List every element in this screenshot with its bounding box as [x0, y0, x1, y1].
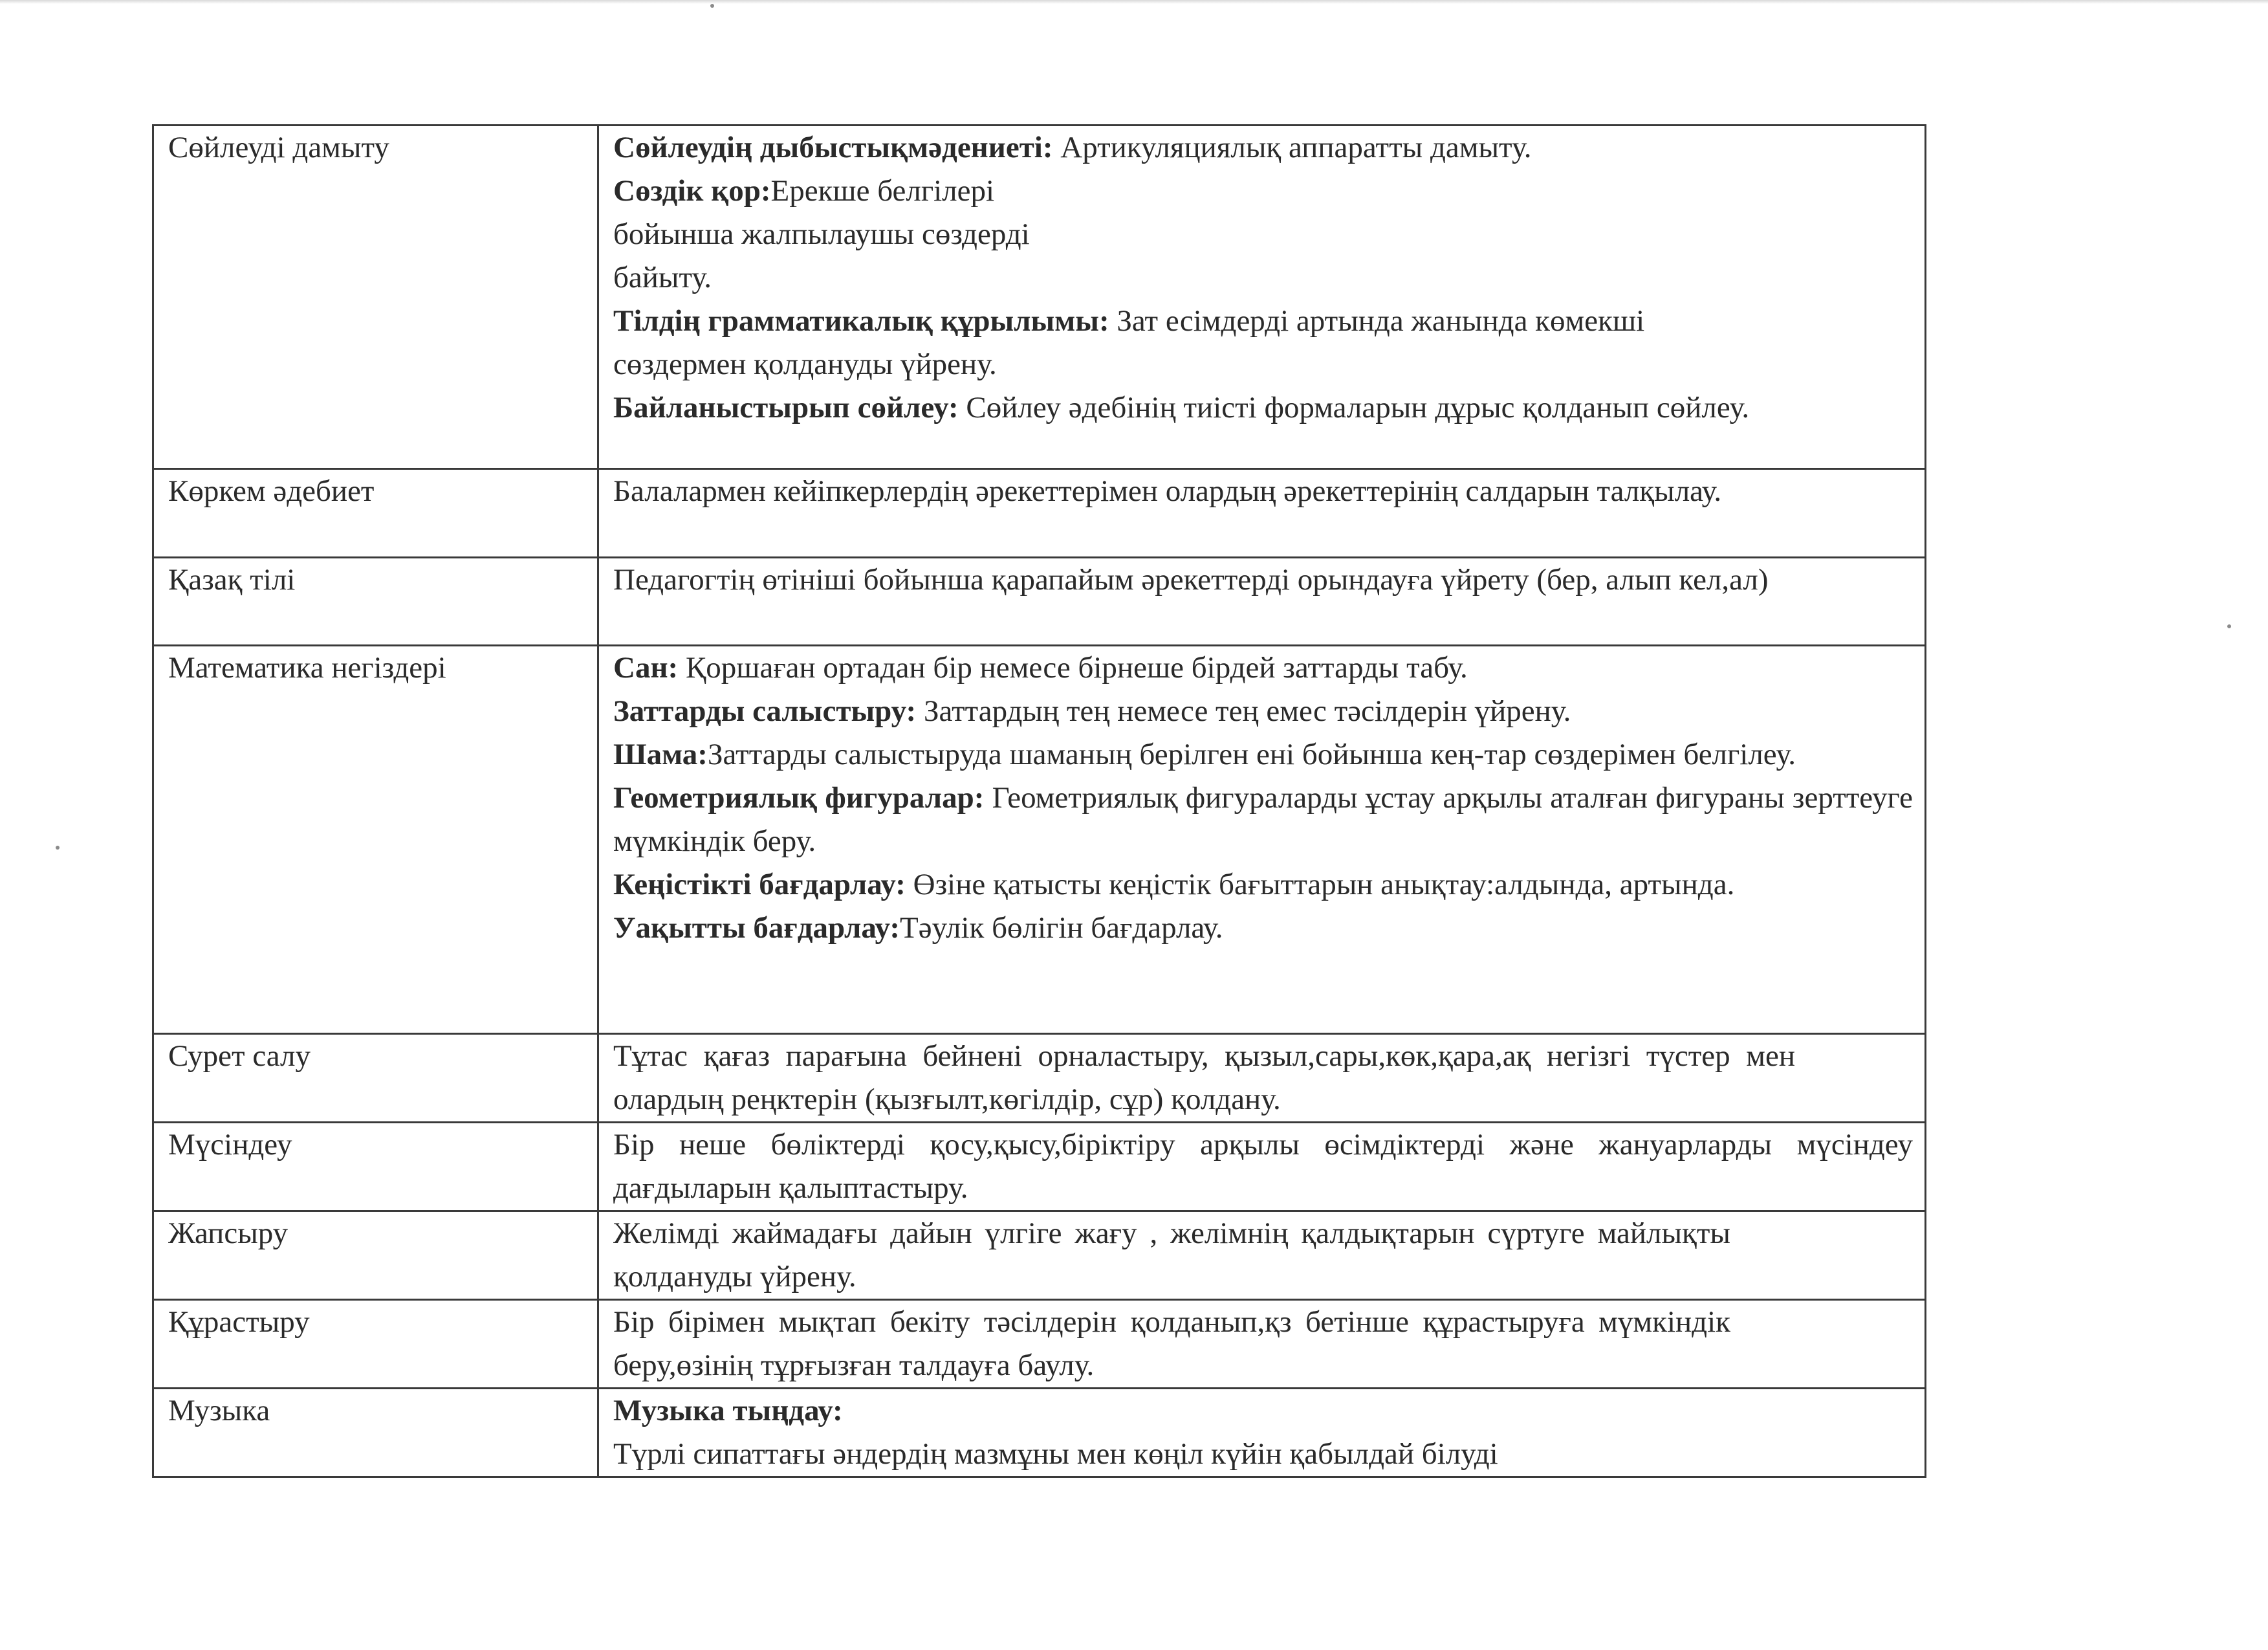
table-row: [153, 126, 1926, 469]
item-text: Өзіне қатысты кеңістік бағыттарын анықтау:алдында, артында.: [905, 868, 1735, 901]
item-text: Тәулік бөлігін бағдарлау.: [900, 911, 1223, 945]
subject-cell: Сурет салу: [153, 1034, 598, 1123]
scan-speck: [56, 846, 60, 850]
table-row: [153, 646, 1926, 1034]
item-label: Сөйлеудің дыбыстықмәдениеті:: [613, 131, 1053, 164]
scan-speck: [710, 4, 714, 8]
subject-cell: Көркем әдебиет: [153, 469, 598, 558]
content-cell: [598, 1389, 1926, 1477]
item-label: Уақытты бағдарлау:: [613, 911, 900, 945]
table-row: [153, 1034, 1926, 1123]
subject-cell: Математика негіздері: [153, 646, 598, 1034]
content-cell: Балалармен кейіпкерлердің әрекеттерімен олардың әрекеттерінің салдарын талқылау.: [598, 469, 1926, 558]
table-row: [153, 1211, 1926, 1300]
content-cell: [598, 646, 1926, 1034]
item-label: Сөздік қор:: [613, 174, 771, 208]
item-label: Заттарды салыстыру:: [613, 694, 917, 728]
content-cell: [598, 126, 1926, 469]
content-cell: Тұтас қағаз парағына бейнені орналастыру, қызыл,сары,көк,қара,ақ негізгі түстер мен олардың реңктерін (қызғылт,көгілдір, сұр) қолдану.: [598, 1034, 1926, 1123]
curriculum-table: [152, 124, 1926, 1478]
content-line: [613, 170, 1913, 213]
content-line: Түрлі сипаттағы әндердің мазмұны мен көңіл күйін қабылдай білуді: [613, 1437, 1498, 1471]
item-text: Артикуляциялық аппаратты дамыту.: [1052, 131, 1532, 164]
content-line: [613, 907, 1913, 950]
item-label: Геометриялық фигуралар:: [613, 781, 985, 815]
item-label: Тілдің грамматикалық құрылымы:: [613, 304, 1109, 338]
item-text: Заттарды салыстыруда шаманың берілген ені бойынша кең-тар сөздерімен белгілеу.: [707, 738, 1796, 771]
subject-cell: Сөйлеуді дамыту: [153, 126, 598, 469]
content-line: [613, 646, 1913, 690]
content-cell: Бір бірімен мықтап бекіту тәсілдерін қолданып,қз бетінше құрастыруға мүмкіндік беру,өзінің тұрғызған талдауға баулу.: [598, 1300, 1926, 1389]
content-line: бойынша жалпылаушы сөздерді: [613, 217, 1030, 251]
item-label: Шама:: [613, 738, 708, 771]
content-line: [613, 733, 1913, 776]
content-line: [613, 1389, 1913, 1433]
content-cell: Педагогтің өтініші бойынша қарапайым әрекеттерді орындауға үйрету (бер, алып кел,ал): [598, 558, 1926, 646]
table-row: [153, 1123, 1926, 1211]
subject-cell: Мүсіндеу: [153, 1123, 598, 1211]
item-text: Зат есімдерді артында жанында көмекші сөздермен қолдануды үйрену.: [613, 304, 1645, 381]
content-line: [613, 690, 1913, 733]
scan-speck: [2227, 624, 2231, 628]
content-line: [613, 386, 1913, 430]
subject-cell: Жапсыру: [153, 1211, 598, 1300]
table-row: [153, 1300, 1926, 1389]
content-line: [613, 776, 1913, 863]
item-text: Сөйлеу әдебінің тиісті формаларын дұрыс қолданып сөйлеу.: [958, 391, 1750, 424]
table-row: [153, 1389, 1926, 1477]
scan-edge: [0, 0, 2268, 4]
table-row: [153, 558, 1926, 646]
subject-cell: Қазақ тілі: [153, 558, 598, 646]
content-line: байыту.: [613, 261, 712, 294]
subject-cell: Құрастыру: [153, 1300, 598, 1389]
item-label: Музыка тыңдау:: [613, 1394, 843, 1427]
item-text: Ерекше белгілері: [770, 174, 995, 208]
item-label: Кеңістікті бағдарлау:: [613, 868, 906, 901]
content-cell: Бір неше бөліктерді қосу,қысу,біріктіру арқылы өсімдіктерді және жануарларды мүсіндеу дағдыларын қалыптастыру.: [598, 1123, 1926, 1211]
content-line: [613, 300, 1913, 386]
content-cell: Желімді жаймадағы дайын үлгіге жағу , желімнің қалдықтарын сүртуге майлықты қолдануды үйрену.: [598, 1211, 1926, 1300]
item-label: Сан:: [613, 651, 679, 685]
item-text: Заттардың тең немесе тең емес тәсілдерін үйрену.: [916, 694, 1571, 728]
content-line: [613, 126, 1913, 170]
subject-cell: Музыка: [153, 1389, 598, 1477]
item-text: Геометриялық фигураларды ұстау арқылы аталған фигураны зерттеуге мүмкіндік беру.: [613, 781, 1913, 858]
item-label: Байланыстырып сөйлеу:: [613, 391, 959, 424]
table-row: [153, 469, 1926, 558]
item-text: Қоршаған ортадан бір немесе бірнеше бірдей заттарды табу.: [678, 651, 1468, 685]
content-line: [613, 863, 1913, 907]
